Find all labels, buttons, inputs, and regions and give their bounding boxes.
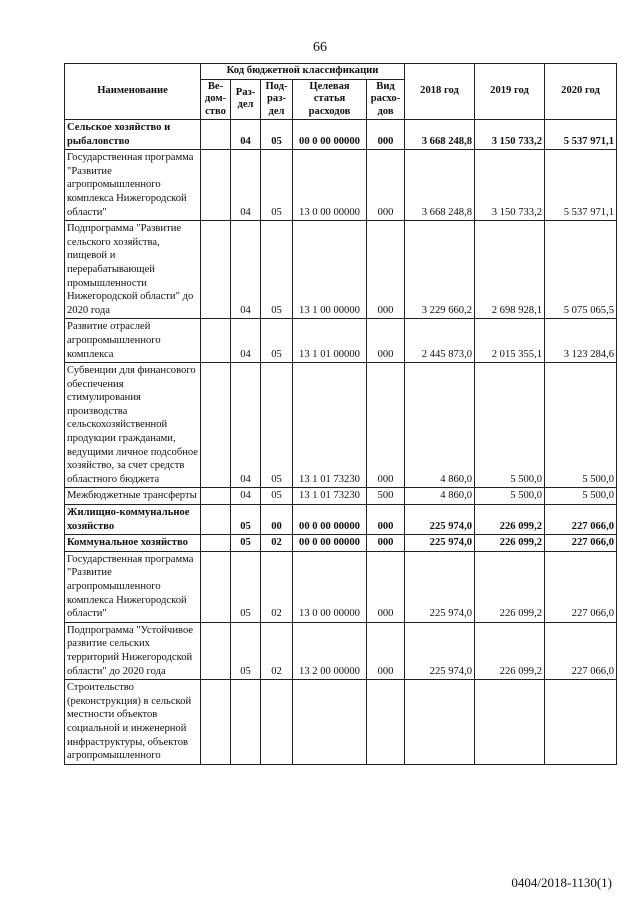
row-section: 05 (231, 551, 261, 622)
row-name: Государственная программа "Развитие агропромышленного комплекса Нижегородской области" (65, 150, 201, 221)
row-target: 13 1 01 73230 (293, 488, 367, 505)
row-2020: 227 066,0 (545, 551, 617, 622)
row-section: 05 (231, 505, 261, 535)
row-kind: 000 (367, 150, 405, 221)
header-2019: 2019 год (475, 64, 545, 120)
row-target: 13 0 00 00000 (293, 551, 367, 622)
row-2019: 2 698 928,1 (475, 221, 545, 319)
row-dept (201, 551, 231, 622)
row-target: 00 0 00 00000 (293, 120, 367, 150)
row-2019: 2 015 355,1 (475, 319, 545, 363)
row-kind: 500 (367, 488, 405, 505)
row-section: 04 (231, 488, 261, 505)
row-name: Субвенции для финансового обеспечения стимулирования производства сельскохозяйственной продукции гражданами, ведущими личное подсобное хозяйство, за счет средств областного бюджета (65, 363, 201, 488)
row-target: 13 1 01 00000 (293, 319, 367, 363)
row-2018: 4 860,0 (405, 363, 475, 488)
row-name: Развитие отраслей агропромышленного комплекса (65, 319, 201, 363)
row-kind: 000 (367, 505, 405, 535)
row-dept (201, 488, 231, 505)
row-subsection: 02 (261, 535, 293, 552)
row-2019: 226 099,2 (475, 551, 545, 622)
page-number: 66 (313, 40, 327, 55)
row-kind (367, 680, 405, 765)
row-name: Жилищно-коммунальное хозяйство (65, 505, 201, 535)
header-kind: Вид расхо- дов (367, 79, 405, 120)
row-subsection: 02 (261, 622, 293, 679)
row-section: 04 (231, 363, 261, 488)
row-kind: 000 (367, 221, 405, 319)
table-row (65, 488, 617, 505)
row-2018 (405, 680, 475, 765)
row-section: 04 (231, 221, 261, 319)
row-dept (201, 535, 231, 552)
row-2018: 225 974,0 (405, 535, 475, 552)
row-dept (201, 221, 231, 319)
row-kind: 000 (367, 535, 405, 552)
row-subsection: 05 (261, 363, 293, 488)
row-kind: 000 (367, 319, 405, 363)
row-dept (201, 622, 231, 679)
row-2020: 5 537 971,1 (545, 150, 617, 221)
row-2019: 3 150 733,2 (475, 120, 545, 150)
row-kind: 000 (367, 363, 405, 488)
row-section: 04 (231, 150, 261, 221)
header-2020: 2020 год (545, 64, 617, 120)
row-section: 04 (231, 120, 261, 150)
row-2019: 226 099,2 (475, 535, 545, 552)
row-target: 00 0 00 00000 (293, 505, 367, 535)
table-row (65, 535, 617, 552)
row-2020: 5 075 065,5 (545, 221, 617, 319)
row-subsection: 00 (261, 505, 293, 535)
row-subsection: 05 (261, 150, 293, 221)
row-2018: 2 445 873,0 (405, 319, 475, 363)
row-subsection: 05 (261, 120, 293, 150)
header-dept: Ве- дом- ство (201, 79, 231, 120)
header-2018: 2018 год (405, 64, 475, 120)
row-subsection (261, 680, 293, 765)
document-number: 0404/2018-1130(1) (511, 875, 612, 890)
row-subsection: 02 (261, 551, 293, 622)
row-2018: 3 668 248,8 (405, 150, 475, 221)
row-name: Строительство (реконструкция) в сельской местности объектов социальной и инженерной инфраструктуры, объектов агропромышленного (65, 680, 201, 765)
row-2018: 3 229 660,2 (405, 221, 475, 319)
table-row (65, 150, 617, 221)
row-target: 13 2 00 00000 (293, 622, 367, 679)
row-kind: 000 (367, 622, 405, 679)
row-dept (201, 363, 231, 488)
table-row (65, 622, 617, 679)
row-2018: 225 974,0 (405, 551, 475, 622)
row-section: 05 (231, 622, 261, 679)
row-subsection: 05 (261, 319, 293, 363)
budget-table (64, 63, 617, 765)
table-row (65, 221, 617, 319)
header-classification: Код бюджетной классификации (201, 64, 405, 80)
row-dept (201, 680, 231, 765)
row-subsection: 05 (261, 488, 293, 505)
row-name: Межбюджетные трансферты (65, 488, 201, 505)
table-row (65, 319, 617, 363)
row-dept (201, 505, 231, 535)
row-subsection: 05 (261, 221, 293, 319)
row-2018: 225 974,0 (405, 622, 475, 679)
row-dept (201, 120, 231, 150)
table-row (65, 120, 617, 150)
row-target: 13 0 00 00000 (293, 150, 367, 221)
row-2019: 226 099,2 (475, 505, 545, 535)
row-name: Подпрограмма "Развитие сельского хозяйства, пищевой и перерабатывающей промышленности Нижегородской области" до 2020 года (65, 221, 201, 319)
row-2020: 227 066,0 (545, 505, 617, 535)
row-2020: 5 500,0 (545, 488, 617, 505)
row-2020: 227 066,0 (545, 622, 617, 679)
row-dept (201, 319, 231, 363)
row-name: Подпрограмма "Устойчивое развитие сельских территорий Нижегородской области" до 2020 года (65, 622, 201, 679)
row-section: 04 (231, 319, 261, 363)
row-target: 13 1 00 00000 (293, 221, 367, 319)
row-2018: 4 860,0 (405, 488, 475, 505)
row-section (231, 680, 261, 765)
row-kind: 000 (367, 120, 405, 150)
row-target (293, 680, 367, 765)
header-subsection: Под- раз- дел (261, 79, 293, 120)
row-2018: 225 974,0 (405, 505, 475, 535)
row-name: Коммунальное хозяйство (65, 535, 201, 552)
header-section: Раз- дел (231, 79, 261, 120)
row-name: Сельское хозяйство и рыбаловство (65, 120, 201, 150)
row-2020 (545, 680, 617, 765)
table-body (65, 120, 617, 765)
row-2020: 3 123 284,6 (545, 319, 617, 363)
row-2019 (475, 680, 545, 765)
row-dept (201, 150, 231, 221)
row-2020: 5 537 971,1 (545, 120, 617, 150)
row-name: Государственная программа "Развитие агропромышленного комплекса Нижегородской области" (65, 551, 201, 622)
row-2020: 227 066,0 (545, 535, 617, 552)
row-kind: 000 (367, 551, 405, 622)
row-target: 13 1 01 73230 (293, 363, 367, 488)
header-name: Наименование (65, 64, 201, 120)
row-2020: 5 500,0 (545, 363, 617, 488)
row-2019: 3 150 733,2 (475, 150, 545, 221)
row-section: 05 (231, 535, 261, 552)
table-row (65, 363, 617, 488)
table-row (65, 551, 617, 622)
row-target: 00 0 00 00000 (293, 535, 367, 552)
table-row (65, 680, 617, 765)
header-target: Целевая статья расходов (293, 79, 367, 120)
row-2019: 5 500,0 (475, 488, 545, 505)
table-row (65, 505, 617, 535)
row-2019: 5 500,0 (475, 363, 545, 488)
table-header (65, 64, 617, 120)
row-2019: 226 099,2 (475, 622, 545, 679)
row-2018: 3 668 248,8 (405, 120, 475, 150)
